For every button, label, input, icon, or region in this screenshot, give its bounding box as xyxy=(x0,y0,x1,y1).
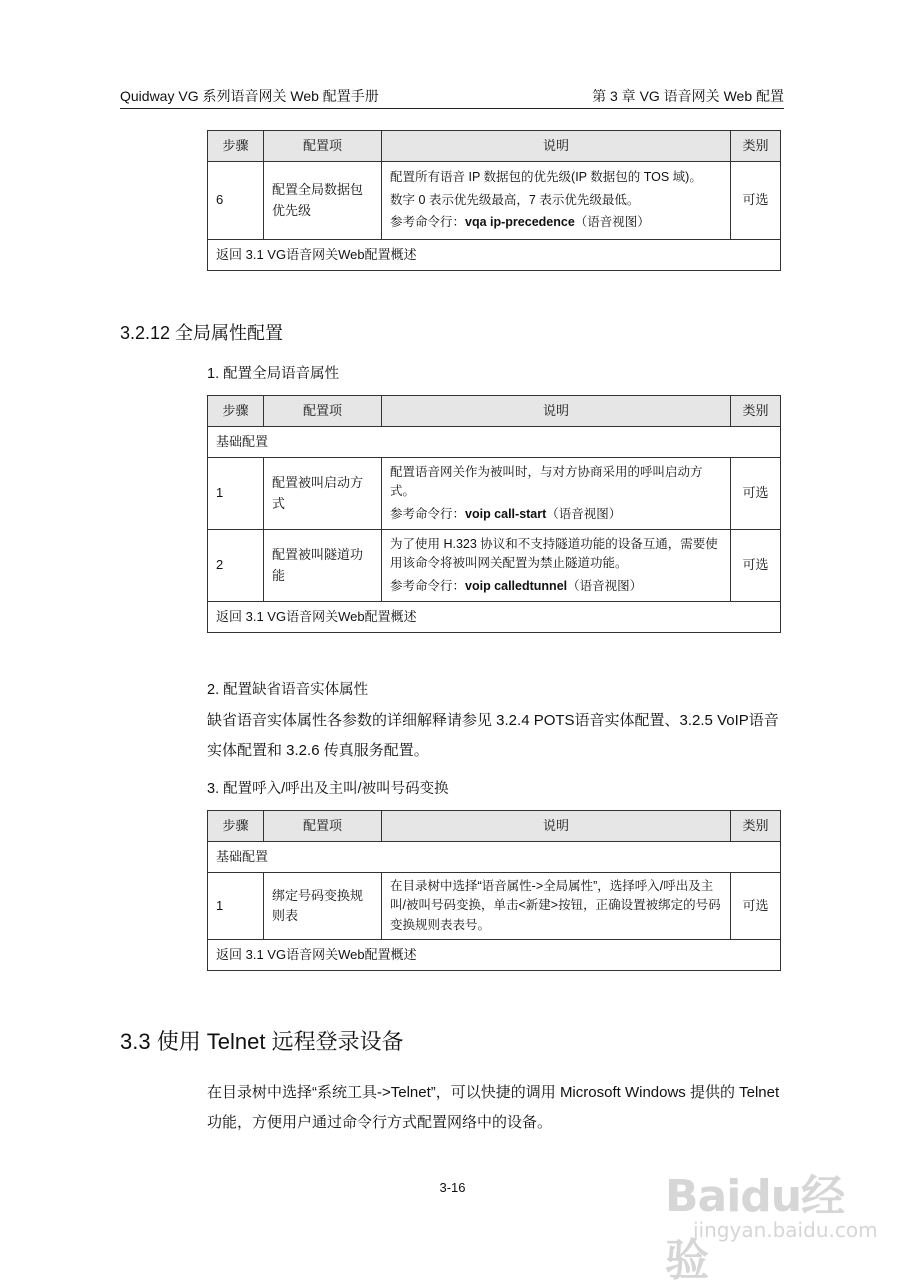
back-link[interactable]: 返回 3.1 VG语音网关Web配置概述 xyxy=(208,602,781,633)
desc-line: 配置所有语音 IP 数据包的优先级(IP 数据包的 TOS 域)。 xyxy=(390,170,702,185)
step-cell: 6 xyxy=(208,162,264,240)
desc-line: 配置语音网关作为被叫时，与对方协商采用的呼叫启动方式。 xyxy=(390,464,703,499)
step-cell: 1 xyxy=(208,873,264,940)
type-cell: 可选 xyxy=(731,458,781,530)
subsection-heading-number-transform: 3. 配置呼入/呼出及主叫/被叫号码变换 xyxy=(207,781,449,797)
priority-config-table xyxy=(207,130,781,271)
global-voice-table xyxy=(207,395,781,633)
header-manual-title: Quidway VG 系列语音网关 Web 配置手册 xyxy=(120,88,379,104)
section-heading-3-3: 3.3 使用 Telnet 远程登录设备 xyxy=(120,1029,404,1054)
page-number: 3-16 xyxy=(439,1180,466,1195)
telnet-paragraph: 在目录树中选择“系统工具->Telnet”，可以快捷的调用 Microsoft Windows 提供的 Telnet 功能，方便用户通过命令行方式配置网络中的设备。 xyxy=(207,1084,780,1131)
command-reference: 参考命令行：voip call-start（语音视图） xyxy=(390,506,622,521)
group-row: 基础配置 xyxy=(208,842,781,873)
col-step-header: 步骤 xyxy=(208,131,264,162)
command-text: vqa ip-precedence xyxy=(465,215,575,230)
col-item-header: 配置项 xyxy=(264,396,382,427)
back-link[interactable]: 返回 3.1 VG语音网关Web配置概述 xyxy=(208,940,781,971)
command-text: voip call-start xyxy=(465,506,547,521)
col-desc-header: 说明 xyxy=(382,811,731,842)
baidu-watermark xyxy=(665,1160,878,1286)
table-header-row xyxy=(208,811,781,842)
subsection-heading-global-voice: 1. 配置全局语音属性 xyxy=(207,366,340,382)
default-entity-paragraph: 缺省语音实体属性各参数的详细解释请参见 3.2.4 POTS语音实体配置、3.2.5 VoIP语音实体配置和 3.2.6 传真服务配置。 xyxy=(207,712,779,759)
col-desc-header: 说明 xyxy=(382,131,731,162)
item-cell: 配置被叫启动方式 xyxy=(264,458,382,530)
desc-cell xyxy=(382,530,731,602)
col-step-header: 步骤 xyxy=(208,396,264,427)
type-cell: 可选 xyxy=(731,873,781,940)
item-cell: 配置全局数据包优先级 xyxy=(264,162,382,240)
table-row xyxy=(208,530,781,602)
desc-cell xyxy=(382,162,731,240)
col-step-header: 步骤 xyxy=(208,811,264,842)
item-cell: 绑定号码变换规则表 xyxy=(264,873,382,940)
col-type-header: 类别 xyxy=(731,131,781,162)
command-reference: 参考命令行：voip calledtunnel（语音视图） xyxy=(390,578,643,593)
table-row xyxy=(208,458,781,530)
col-item-header: 配置项 xyxy=(264,811,382,842)
table-row xyxy=(208,873,781,940)
table-header-row xyxy=(208,131,781,162)
desc-line: 数字 0 表示优先级最高，7 表示优先级最低。 xyxy=(390,192,640,207)
desc-cell xyxy=(382,873,731,940)
col-desc-header: 说明 xyxy=(382,396,731,427)
command-reference: 参考命令行：vqa ip-precedence（语音视图） xyxy=(390,215,650,230)
number-transform-table xyxy=(207,810,781,971)
subsection-heading-default-entity: 2. 配置缺省语音实体属性 xyxy=(207,682,369,698)
section-heading-3-2-12: 3.2.12 全局属性配置 xyxy=(120,323,284,343)
col-item-header: 配置项 xyxy=(264,131,382,162)
table-header-row xyxy=(208,396,781,427)
back-link[interactable]: 返回 3.1 VG语音网关Web配置概述 xyxy=(208,240,781,271)
command-text: voip calledtunnel xyxy=(465,578,568,593)
step-cell: 1 xyxy=(208,458,264,530)
watermark-logo: Baidu经验 xyxy=(665,1171,845,1286)
col-type-header: 类别 xyxy=(731,811,781,842)
desc-line: 为了使用 H.323 协议和不支持隧道功能的设备互通，需要使用该命令将被叫网关配置为禁止隧道功能。 xyxy=(390,536,718,571)
group-row: 基础配置 xyxy=(208,427,781,458)
desc-line: 在目录树中选择“语音属性->全局属性”，选择呼入/呼出及主叫/被叫号码变换，单击<新建>按钮，正确设置被绑定的号码变换规则表表号。 xyxy=(390,879,721,932)
watermark-url: jingyan.baidu.com xyxy=(693,1218,878,1242)
item-cell: 配置被叫隧道功能 xyxy=(264,530,382,602)
header-chapter-title: 第 3 章 VG 语音网关 Web 配置 xyxy=(592,88,784,104)
table-row xyxy=(208,162,781,240)
header-divider xyxy=(120,108,784,109)
col-type-header: 类别 xyxy=(731,396,781,427)
desc-cell xyxy=(382,458,731,530)
type-cell: 可选 xyxy=(731,530,781,602)
step-cell: 2 xyxy=(208,530,264,602)
type-cell: 可选 xyxy=(731,162,781,240)
